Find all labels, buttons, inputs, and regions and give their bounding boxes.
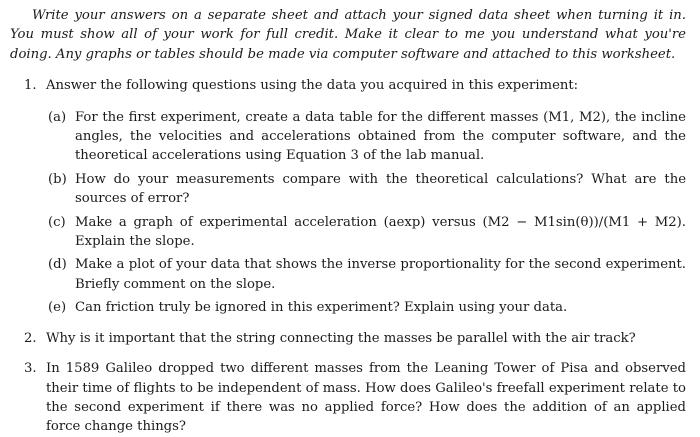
subquestion-label: (b) <box>48 171 67 187</box>
subquestion-label: (a) <box>48 109 67 125</box>
question-2 <box>24 329 686 348</box>
subquestion-label: (d) <box>48 257 67 273</box>
subquestion-list <box>46 108 686 318</box>
subquestion-b <box>48 170 686 209</box>
question-number: 1. <box>24 78 37 94</box>
subquestion-text: How do your measurements compare with the theoretical calculations? What are the sources of error? <box>75 171 686 207</box>
instructions-paragraph: Write your answers on a separate sheet and attach your signed data sheet when turning it in. You must show all of your work for full credit. Make it clear to me you understand what you're doing. Any graphs or tables should be made via computer software and attached to this worksheet. <box>10 8 686 62</box>
question-number: 3. <box>24 361 37 377</box>
subquestion-c <box>48 213 686 252</box>
question-1 <box>24 76 686 317</box>
subquestion-a <box>48 108 686 166</box>
subquestion-text: Make a plot of your data that shows the inverse proportionality for the second experiment. Briefly comment on the slope. <box>75 257 686 292</box>
question-text: Why is it important that the string connecting the masses be parallel with the air track? <box>46 330 636 346</box>
question-text: In 1589 Galileo dropped two different masses from the Leaning Tower of Pisa and observed their time of flights to be independent of mass. How does Galileo's freefall experiment relate to the second experiment if there was no applied force? How does the addition of an applied force change things? <box>46 361 686 435</box>
subquestion-text: Make a graph of experimental acceleration (aexp) versus (M2 − M1sin(θ))/(M1 + M2). Explain the slope. <box>75 214 686 250</box>
subquestion-d <box>48 255 686 294</box>
question-number: 2. <box>24 330 37 346</box>
question-text: Answer the following questions using the data you acquired in this experiment: <box>46 78 579 94</box>
subquestion-label: (c) <box>48 214 66 230</box>
subquestion-text: For the first experiment, create a data table for the different masses (M1, M2), the incline angles, the velocities and accelerations obtained from the computer software, and the theoretical accelerations using Equation 3 of the lab manual. <box>75 109 686 164</box>
subquestion-text: Can friction truly be ignored in this experiment? Explain using your data. <box>75 300 568 316</box>
question-3 <box>24 359 686 437</box>
subquestion-e <box>48 298 686 317</box>
subquestion-label: (e) <box>48 300 67 316</box>
